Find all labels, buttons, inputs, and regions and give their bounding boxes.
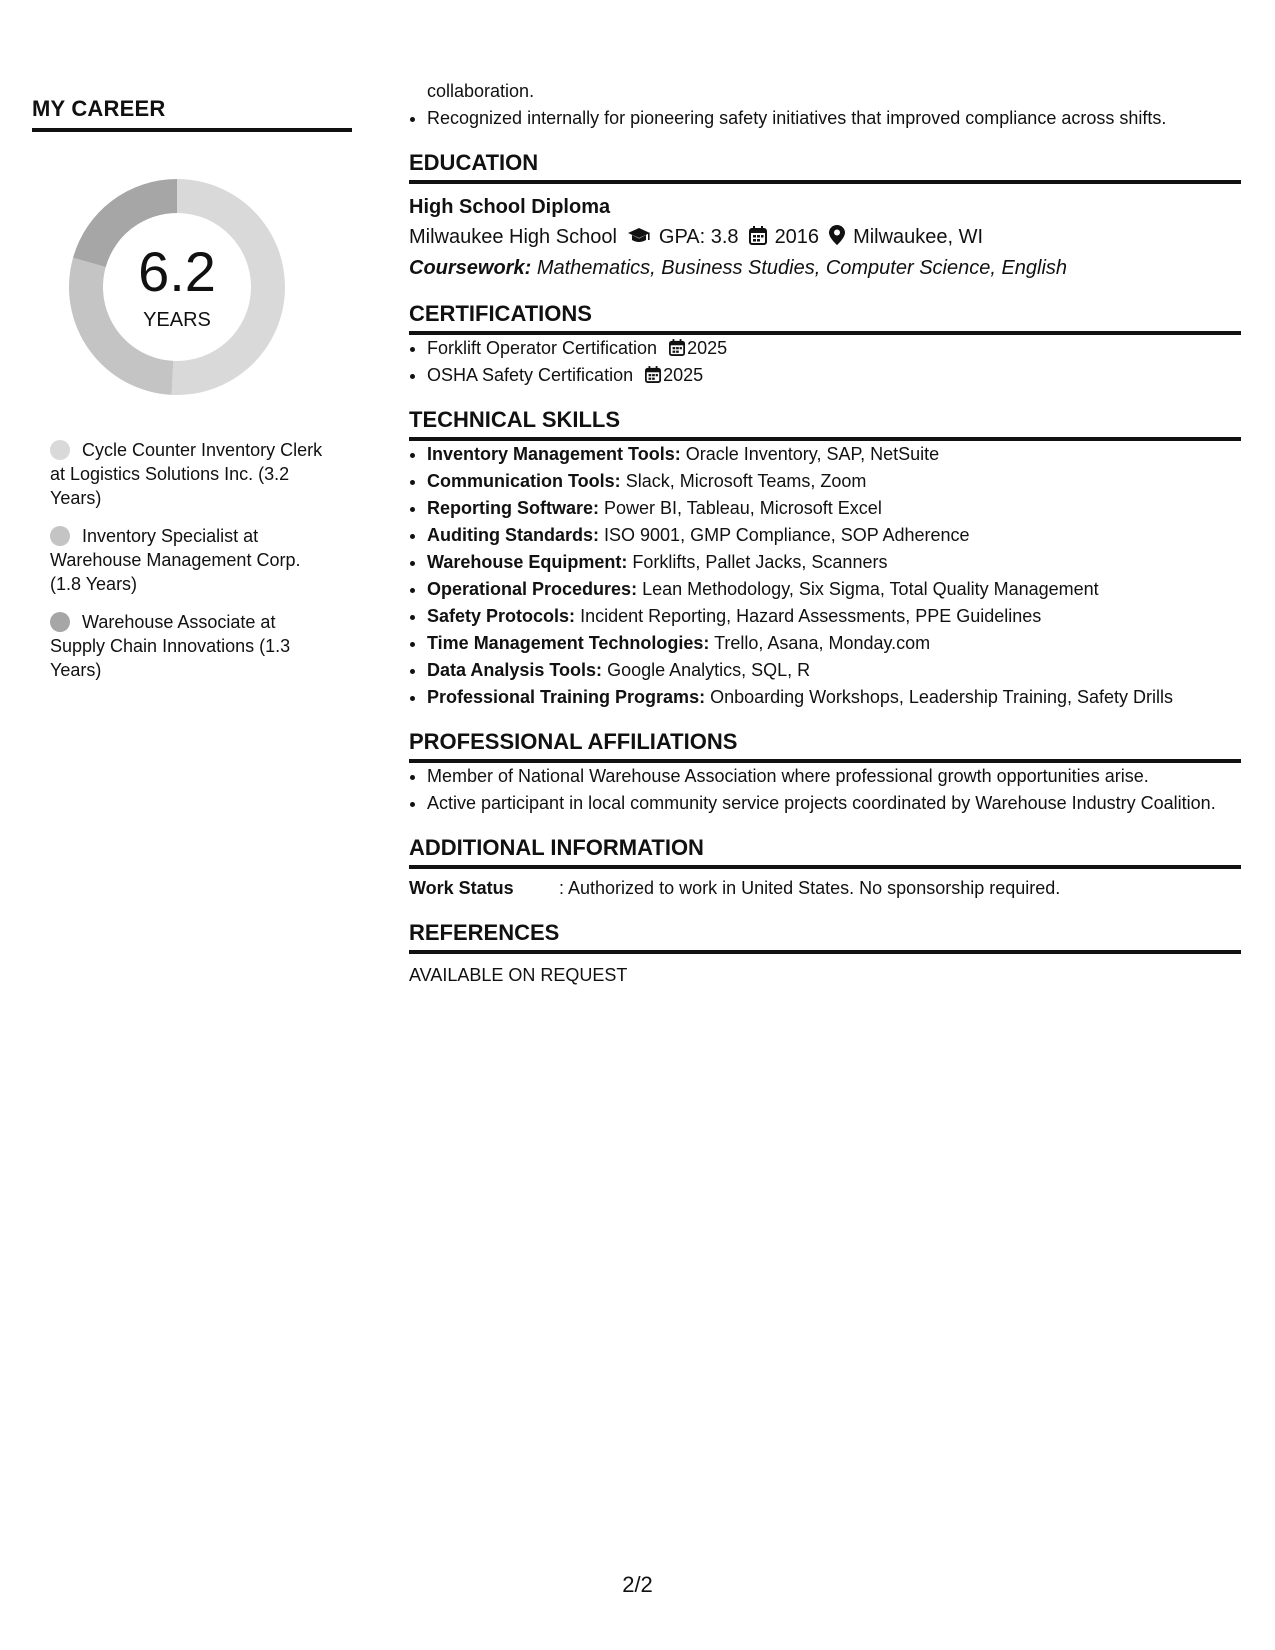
career-donut-chart bbox=[62, 172, 292, 402]
skill-item bbox=[427, 657, 1241, 684]
skill-label: Reporting Software: bbox=[427, 498, 600, 518]
references-text: AVAILABLE ON REQUEST bbox=[409, 965, 628, 985]
coursework-value: Mathematics, Business Studies, Computer Science, English bbox=[536, 257, 1068, 279]
education-school: Milwaukee High School bbox=[409, 226, 617, 248]
skill-item bbox=[427, 630, 1241, 657]
calendar-icon bbox=[645, 366, 661, 383]
certification-item bbox=[427, 335, 1241, 362]
calendar-icon bbox=[749, 226, 767, 245]
education-gpa: GPA: 3.8 bbox=[658, 226, 739, 248]
education-degree: High School Diploma bbox=[409, 196, 611, 218]
legend-label: Inventory Specialist at Warehouse Management Corp. (1.8 Years) bbox=[50, 526, 301, 594]
additional-heading: ADDITIONAL INFORMATION bbox=[409, 835, 1241, 869]
main-content bbox=[409, 78, 1241, 989]
career-legend bbox=[50, 438, 330, 682]
donut-center bbox=[62, 172, 292, 402]
coursework-label: Coursework: bbox=[409, 257, 532, 279]
certification-year: 2025 bbox=[663, 365, 704, 385]
skill-label: Warehouse Equipment: bbox=[427, 552, 628, 572]
skill-value: ISO 9001, GMP Compliance, SOP Adherence bbox=[604, 525, 970, 545]
references-heading: REFERENCES bbox=[409, 920, 1241, 954]
education-year: 2016 bbox=[774, 226, 820, 248]
education-location: Milwaukee, WI bbox=[853, 226, 984, 248]
education-details bbox=[409, 222, 1241, 253]
education-entry bbox=[409, 192, 1241, 283]
skill-value: Google Analytics, SQL, R bbox=[607, 660, 811, 680]
graduation-cap-icon bbox=[627, 227, 651, 245]
skill-label: Safety Protocols: bbox=[427, 606, 576, 626]
skill-value: Forklifts, Pallet Jacks, Scanners bbox=[632, 552, 888, 572]
total-years-label: YEARS bbox=[143, 309, 211, 331]
affiliation-item: • Active participant in local community service projects coordinated by Warehouse Industry Coalition. bbox=[427, 790, 1241, 817]
location-pin-icon bbox=[829, 225, 845, 245]
skill-value: Power BI, Tableau, Microsoft Excel bbox=[604, 498, 882, 518]
skill-label: Auditing Standards: bbox=[427, 525, 599, 545]
skill-label: Communication Tools: bbox=[427, 471, 621, 491]
work-status-row bbox=[409, 875, 1241, 902]
skill-value: Lean Methodology, Six Sigma, Total Quality Management bbox=[642, 579, 1099, 599]
page-number: 2/2 bbox=[622, 1572, 653, 1597]
skill-item bbox=[427, 549, 1241, 576]
skill-item bbox=[427, 495, 1241, 522]
experience-bullets bbox=[409, 105, 1241, 132]
certification-name: Forklift Operator Certification bbox=[427, 338, 658, 358]
skill-item bbox=[427, 576, 1241, 603]
skill-value: Trello, Asana, Monday.com bbox=[714, 633, 931, 653]
education-coursework bbox=[409, 253, 1241, 283]
legend-item bbox=[50, 524, 330, 596]
legend-label: Warehouse Associate at Supply Chain Innovations (1.3 Years) bbox=[50, 612, 291, 680]
skills-heading: TECHNICAL SKILLS bbox=[409, 407, 1241, 441]
skill-label: Inventory Management Tools: bbox=[427, 444, 681, 464]
skill-value: Oracle Inventory, SAP, NetSuite bbox=[685, 444, 940, 464]
skill-item bbox=[427, 468, 1241, 495]
legend-item bbox=[50, 438, 330, 510]
certification-year: 2025 bbox=[687, 338, 728, 358]
legend-label: Cycle Counter Inventory Clerk at Logistics Solutions Inc. (3.2 Years) bbox=[50, 440, 323, 508]
legend-dot bbox=[50, 612, 70, 632]
skill-value: Onboarding Workshops, Leadership Training, Safety Drills bbox=[710, 687, 1173, 707]
skill-item bbox=[427, 603, 1241, 630]
career-heading: MY CAREER bbox=[32, 96, 352, 132]
certification-item bbox=[427, 362, 1241, 389]
legend-dot bbox=[50, 526, 70, 546]
affiliations-heading: PROFESSIONAL AFFILIATIONS bbox=[409, 729, 1241, 763]
skills-list bbox=[409, 441, 1241, 711]
legend-dot bbox=[50, 440, 70, 460]
work-status-value: : Authorized to work in United States. No sponsorship required. bbox=[559, 878, 1061, 898]
legend-item bbox=[50, 610, 330, 682]
affiliation-item: • Member of National Warehouse Association where professional growth opportunities arise. bbox=[427, 763, 1241, 790]
calendar-icon bbox=[669, 339, 685, 356]
experience-continuation: collaboration. bbox=[427, 81, 535, 101]
skill-label: Data Analysis Tools: bbox=[427, 660, 603, 680]
work-status-label: Work Status bbox=[409, 878, 514, 898]
education-heading: EDUCATION bbox=[409, 150, 1241, 184]
certification-name: OSHA Safety Certification bbox=[427, 365, 634, 385]
certifications-list bbox=[409, 335, 1241, 389]
career-sidebar bbox=[32, 96, 352, 696]
skill-label: Time Management Technologies: bbox=[427, 633, 710, 653]
skill-item bbox=[427, 522, 1241, 549]
skill-value: Slack, Microsoft Teams, Zoom bbox=[625, 471, 867, 491]
skill-label: Operational Procedures: bbox=[427, 579, 638, 599]
experience-bullet: • Recognized internally for pioneering safety initiatives that improved compliance across shifts. bbox=[427, 105, 1241, 132]
skill-label: Professional Training Programs: bbox=[427, 687, 706, 707]
skill-item bbox=[427, 684, 1241, 711]
total-years-value: 6.2 bbox=[138, 240, 216, 303]
skill-item bbox=[427, 441, 1241, 468]
skill-value: Incident Reporting, Hazard Assessments, PPE Guidelines bbox=[580, 606, 1042, 626]
certifications-heading: CERTIFICATIONS bbox=[409, 301, 1241, 335]
affiliations-list bbox=[409, 763, 1241, 817]
